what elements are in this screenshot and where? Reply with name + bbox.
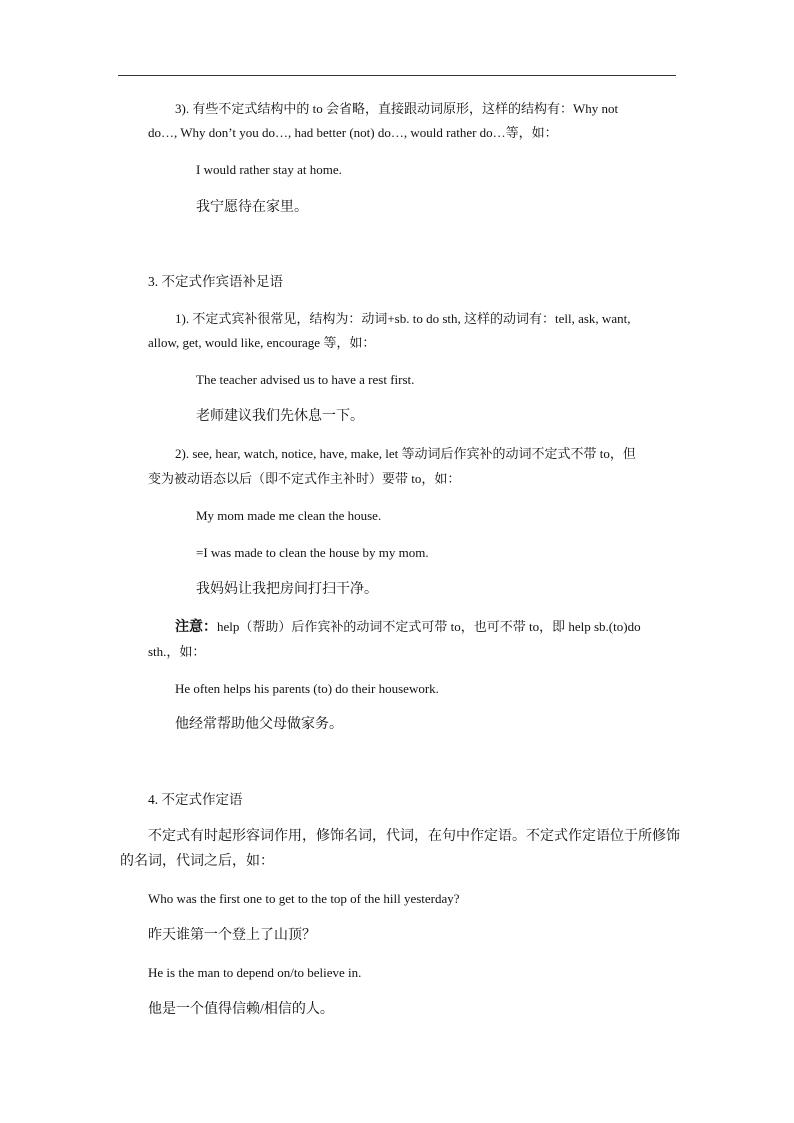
point-2-line1: 2). see, hear, watch, notice, have, make, let 等动词后作宾补的动词不定式不带 to，但 xyxy=(175,446,636,461)
example-en: He often helps his parents (to) do their housework. xyxy=(175,681,439,696)
example-en: Who was the first one to get to the top of the hill yesterday? xyxy=(148,891,460,906)
para-3-3-line2: do…, Why don’t you do…, had better (not) do…, would rather do…等，如： xyxy=(148,125,558,140)
example-en: My mom made me clean the house. xyxy=(196,508,382,523)
example-cn: 我宁愿待在家里。 xyxy=(196,200,308,215)
note-text: help（帮助）后作宾补的动词不定式可带 to，也可不带 to，即 help sb.(to)do xyxy=(217,619,641,634)
note-label: 注意： xyxy=(175,620,217,635)
example-en: He is the man to depend on/to believe in. xyxy=(148,965,362,980)
note-line2: sth.，如： xyxy=(148,644,206,659)
point-2-line2: 变为被动语态以后（即不定式作主补时）要带 to，如： xyxy=(148,471,461,486)
section-4-heading: 4. 不定式作定语 xyxy=(148,792,243,807)
example-cn: 他经常帮助他父母做家务。 xyxy=(175,717,343,732)
example-en: I would rather stay at home. xyxy=(196,162,342,177)
point-1-line2: allow, get, would like, encourage 等，如： xyxy=(148,335,376,350)
example-cn: 他是一个值得信赖/相信的人。 xyxy=(148,1002,334,1017)
example-en: The teacher advised us to have a rest first. xyxy=(196,372,415,387)
note-line1 xyxy=(175,618,641,637)
section-4-intro-line1: 不定式有时起形容词作用，修饰名词，代词，在句中作定语。不定式作定语位于所修饰 xyxy=(148,829,680,844)
para-3-3-line1: 3). 有些不定式结构中的 to 会省略，直接跟动词原形，这样的结构有：Why not xyxy=(175,101,619,116)
section-4-intro-line2: 的名词，代词之后，如： xyxy=(120,854,274,869)
example-cn: 老师建议我们先休息一下。 xyxy=(196,409,364,424)
header-rule xyxy=(118,75,676,76)
example-cn: 我妈妈让我把房间打扫干净。 xyxy=(196,582,378,597)
point-1-line1: 1). 不定式宾补很常见，结构为：动词+sb. to do sth, 这样的动词有：tell, ask, want, xyxy=(175,311,631,326)
example-cn: 昨天谁第一个登上了山顶？ xyxy=(148,928,316,943)
section-3-heading: 3. 不定式作宾语补足语 xyxy=(148,274,283,289)
example-en: =I was made to clean the house by my mom. xyxy=(196,545,429,560)
